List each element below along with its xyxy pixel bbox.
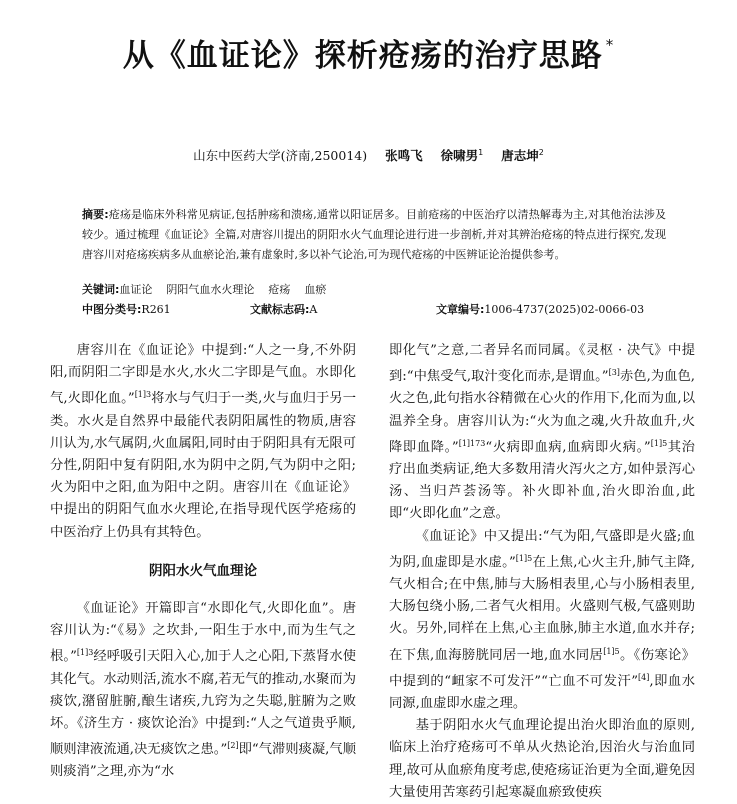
- keyword: 血瘀: [304, 283, 327, 296]
- paper-title-text: 从《血证论》探析疮疡的治疗思路: [122, 38, 603, 74]
- citation: [3]: [608, 368, 620, 378]
- paragraph: 即化气”之意,二者异名而同属。《灵枢 · 决气》中提到:“中焦受气,取汁变化而赤,是谓血。”[3]赤色,为血色,火之色,此句指水谷精微在心火的作用下,化而为血,以温养全身。唐容川认为:“火为血之魂,火升故血升,火降即血降。”$^{[1]173}$“火病即血病,血病即火病。”$^{[1]5}$其治疗出血类病证,绝大多数用清火泻火之方,如仲景泻心汤、当归芦荟汤等。补火即补血,治火即治血,此即“火即化血”之意。: [389, 343, 695, 522]
- citation: [1]173: [458, 438, 486, 448]
- abstract-text: 疮疡是临床外科常见病证,包括肿疡和溃疡,通常以阳证居多。目前疮疡的中医治疗以清热解毒为主,对其他治法涉及较少。通过梳理《血证论》全篇,对唐容川提出的阴阳水火气血理论进行进一步剖析,并对其辨治疮疡的特点进行探究,发现唐容川对疮疡疾病多从血瘀论治,兼有虚象时,多以补气论治,可为现代疮疡的中医辨证论治提供参考。: [82, 208, 666, 261]
- abstract: [82, 205, 666, 264]
- keywords: [82, 281, 666, 297]
- keyword: 血证论: [119, 283, 153, 296]
- paragraph: 《血证论》开篇即言“水即化气,火即化血”。唐容川认为:“《易》之坎卦,一阳生于水中,而为生气之根。”$^{[1]3}$经呼吸引天阳入心,加于人之心阳,下蒸肾水使其化气。水动则活,流水不腐,若无气的推动,水聚而为痰饮,潴留脏腑,酿生诸疾,九窍为之失聪,脏腑为之败坏。《济生方 · 痰饮论治》中提到:“人之气道贵乎顺,顺则津液流通,决无痰饮之患。”[2]即“气滞则痰凝,气顺则痰消”之理,亦为“水: [50, 601, 357, 780]
- author-2: 徐啸男$^1$: [440, 148, 484, 163]
- abstract-label: 摘要:: [82, 208, 109, 221]
- paper-title: [0, 30, 737, 75]
- citation: [1]3: [134, 390, 152, 400]
- right-column: [389, 340, 695, 804]
- left-column: [50, 340, 356, 784]
- citation: [1]5: [650, 438, 668, 448]
- citation: [2]: [227, 741, 239, 751]
- author-1: 张鸣飞: [385, 148, 423, 163]
- paragraph: 基于阴阳水火气血理论提出治火即治血的原则,临床上治疗疮疡可不单从火热论治,因治火与治血同理,故可从血瘀角度考虑,使疮疡证治更为全面,避免因大量使用苦寒药引起寒凝血瘀致使疾: [389, 718, 695, 800]
- section-heading: 阴阳水火气血理论: [149, 562, 257, 579]
- citation: [1]3: [76, 648, 94, 658]
- title-footnote-mark: *: [605, 36, 615, 54]
- affiliation-line: [0, 146, 737, 164]
- paragraph: 唐容川在《血证论》中提到:“人之一身,不外阴阳,而阴阳二字即是水火,水火二字即是气血。水即化气,火即化血。”$^{[1]3}$将水与气归于一类,火与血归于另一类。水火是自然界中最能代表阴阳属性的物质,唐容川认为,水气属阴,火血属阳,同时由于阴阳具有无限可分性,阴阳中复有阴阳,水为阴中之阴,气为阴中之阳;火为阳中之阳,血为阳中之阴。唐容川在《血证论》中提出的阴阳气血水火理论,在指导现代医学疮疡的中医治疗上仍具有其特色。: [50, 343, 356, 540]
- citation: [1]5: [515, 553, 533, 563]
- clc-number: 中图分类号:R261: [82, 303, 171, 316]
- keyword: 阴阳气血水火理论: [166, 283, 255, 296]
- citation: [1]5: [603, 646, 620, 656]
- keywords-label: 关键词:: [82, 283, 120, 296]
- paragraph: 《血证论》中又提出:“气为阳,气盛即是火盛;血为阴,血虚即是水虚。”$^{[1]5}$在上焦,心火主升,肺气主降,气火相合;在中焦,肺与大肠相表里,心与小肠相表里,大肠包绕小肠,二者气火相用。火盛则气极,气盛则助火。另外,同样在上焦,心主血脉,肺主水道,血水并存;在下焦,血海膀胱同居一地,血水同居$^{[1]5}$。《伤寒论》中提到的“衄家不可发汗”“亡血不可发汗”[4],即血水同源,血虚即水虚之理。: [389, 528, 696, 712]
- article-number: 文章编号:1006-4737(2025)02-0066-03: [436, 303, 645, 316]
- citation: [4]: [638, 672, 650, 682]
- keyword: 疮疡: [268, 283, 291, 296]
- document-code: 文献标志码:A: [250, 303, 318, 316]
- author-3: 唐志坤$^2$: [501, 148, 544, 163]
- affiliation: 山东中医药大学(济南,250014): [193, 148, 368, 163]
